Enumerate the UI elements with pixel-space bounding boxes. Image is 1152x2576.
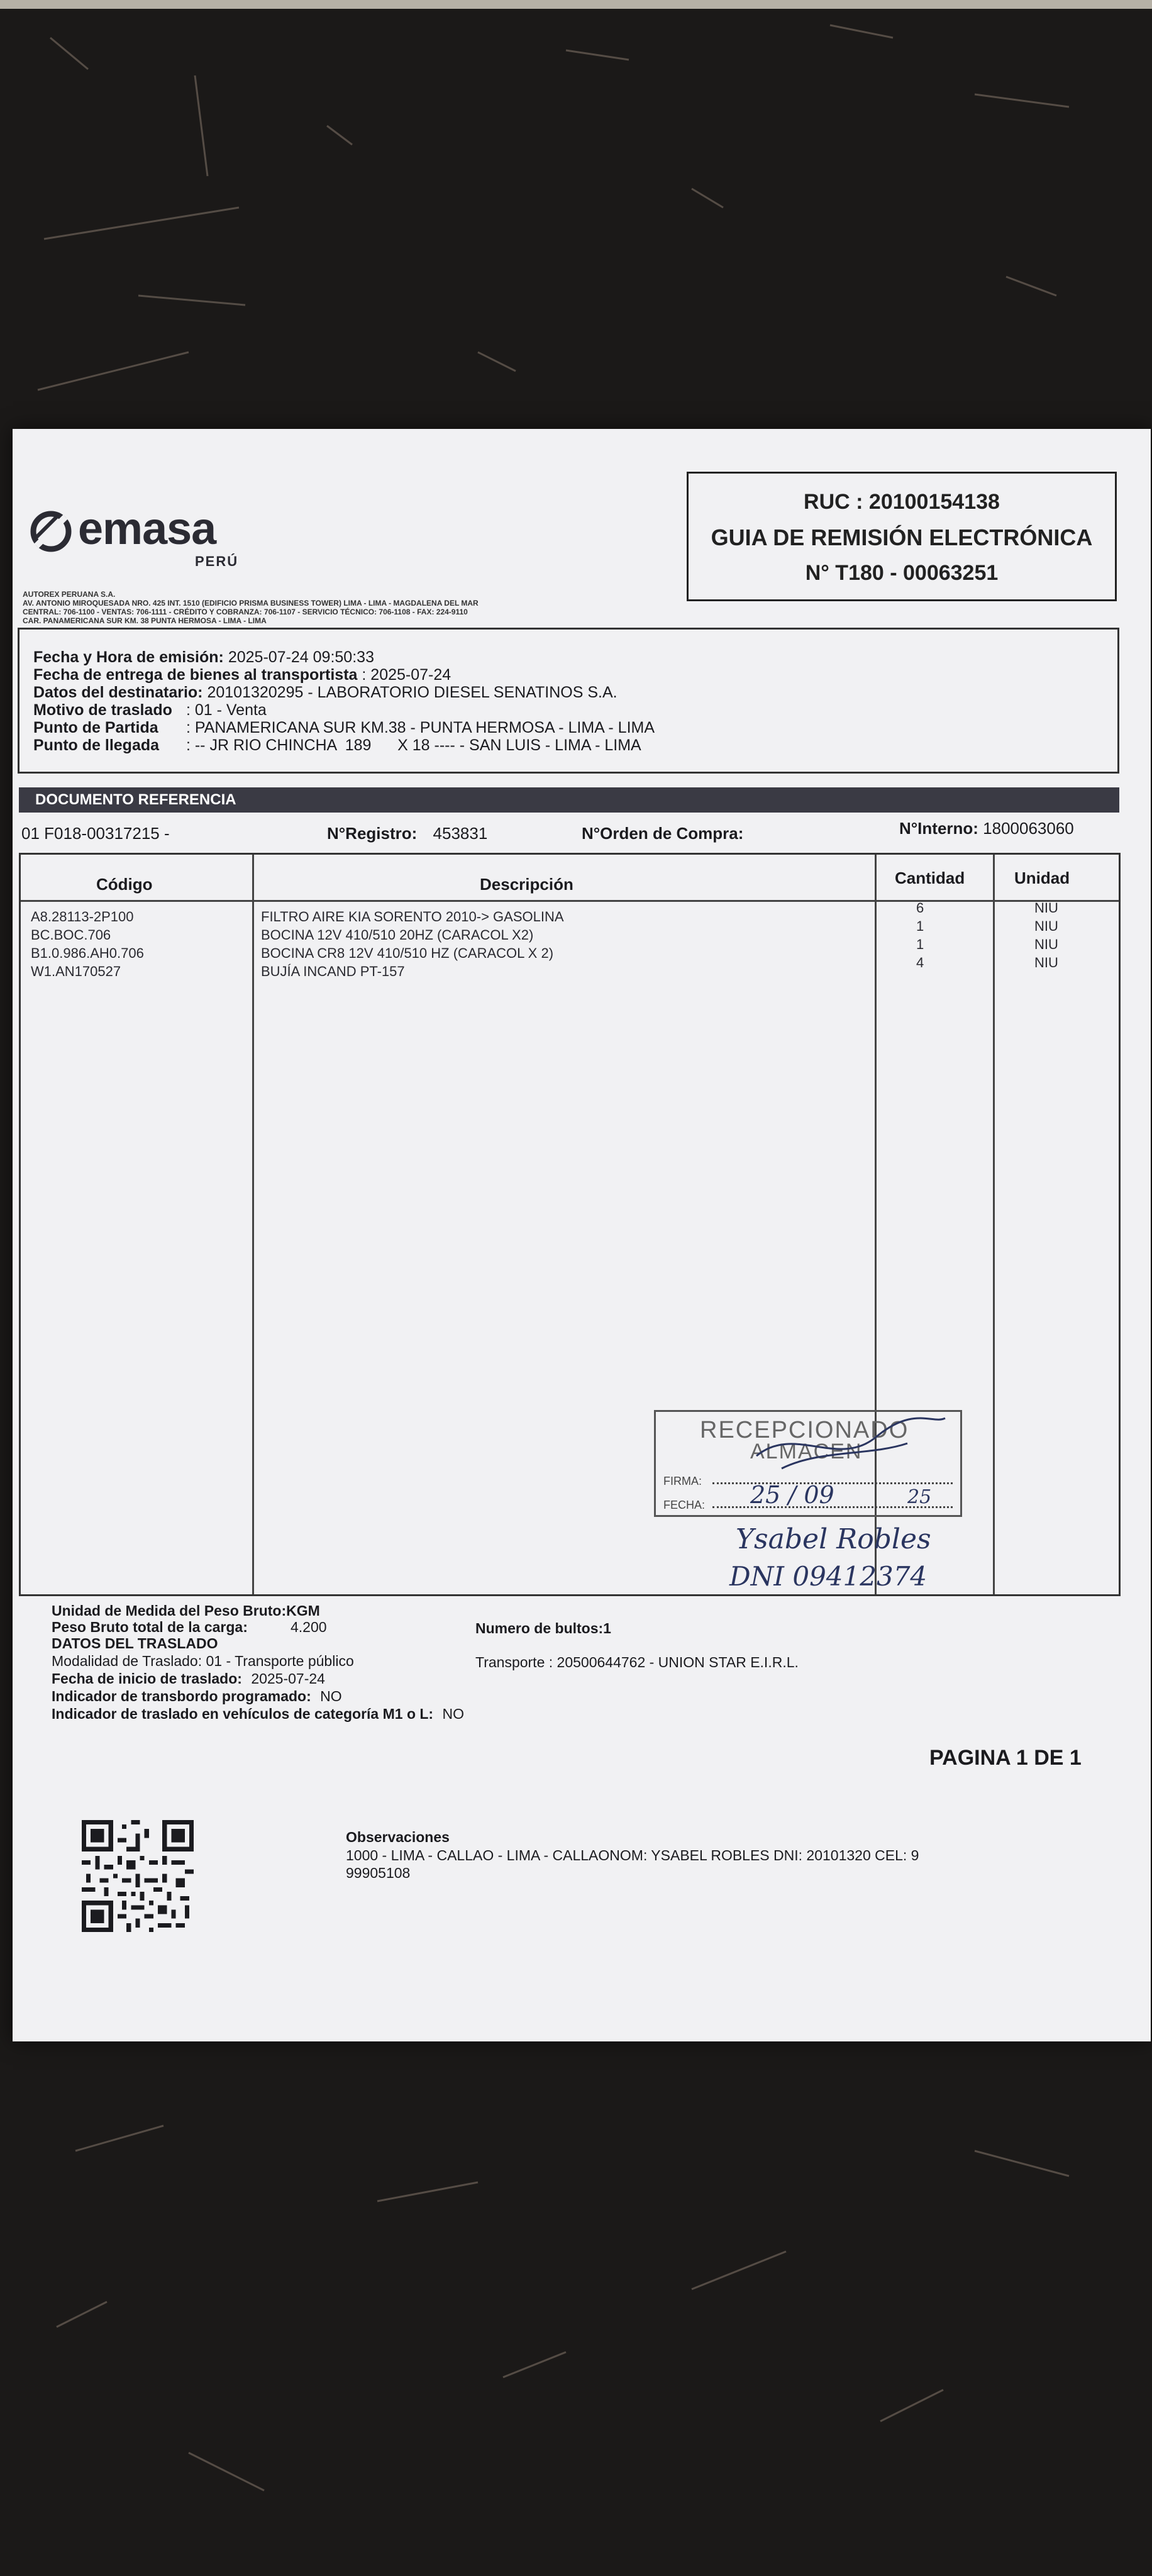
- numero-bultos-text: Numero de bultos:1: [475, 1620, 611, 1636]
- address-line: AUTOREX PERUANA S.A.: [23, 590, 116, 599]
- row-unidad: NIU: [1034, 918, 1058, 934]
- fecha-entrega-value: : 2025-07-24: [362, 666, 451, 684]
- transbordo-value: NO: [320, 1688, 342, 1704]
- document-number: N° T180 - 00063251: [805, 561, 999, 585]
- address-line: AV. ANTONIO MIROQUESADA NRO. 425 INT. 1510 (EDIFICIO PRISMA BUSINESS TOWER) LIMA - LIMA - MAGDALENA DEL MAR: [23, 599, 479, 608]
- numero-bultos: [475, 1620, 611, 1637]
- row-cantidad: 4: [916, 955, 924, 970]
- stamp-title: RECEPCIONADO: [700, 1417, 909, 1443]
- destinatario-value: 20101320295 - LABORATORIO DIESEL SENATINOS S.A.: [207, 684, 618, 701]
- fecha-emision-value: 2025-07-24 09:50:33: [228, 648, 374, 666]
- observaciones-title: Observaciones: [346, 1829, 450, 1845]
- row-descripcion: BOCINA CR8 12V 410/510 HZ (CARACOL X 2): [261, 945, 554, 961]
- fecha-inicio-label: Fecha de inicio de traslado:: [52, 1670, 242, 1687]
- motivo-row: [33, 701, 267, 719]
- column-divider: [252, 855, 254, 1594]
- header-cantidad: Cantidad: [895, 869, 965, 887]
- partida-row: [33, 719, 655, 737]
- partida-label: Punto de Partida: [33, 719, 158, 736]
- signature-scribble-icon: [744, 1412, 951, 1481]
- emasa-logo: [30, 503, 257, 579]
- header-unidad: Unidad: [1014, 869, 1070, 887]
- emasa-logo-mark-icon: [30, 511, 72, 552]
- header-divider: [21, 900, 1119, 902]
- destinatario-label: Datos del destinatario:: [33, 684, 203, 701]
- qr-code-icon: [82, 1820, 194, 1932]
- row-descripcion: FILTRO AIRE KIA SORENTO 2010-> GASOLINA: [261, 909, 564, 924]
- address-line: CAR. PANAMERICANA SUR KM. 38 PUNTA HERMOSA - LIMA - LIMA: [23, 616, 267, 625]
- stamp-firma-label: FIRMA:: [663, 1475, 702, 1487]
- interno-label: N°Interno:: [899, 819, 978, 838]
- fecha-entrega-row: [33, 666, 451, 684]
- fecha-inicio-row: [52, 1670, 325, 1687]
- documento-referencia-bar: DOCUMENTO REFERENCIA: [19, 787, 1119, 813]
- registro-label: N°Registro:: [327, 824, 418, 843]
- transporte: Transporte : 20500644762 - UNION STAR E.I.R.L.: [475, 1654, 799, 1670]
- row-codigo: W1.AN170527: [31, 963, 121, 979]
- unidad-medida-text: Unidad de Medida del Peso Bruto:KGM: [52, 1602, 320, 1619]
- observaciones-line: 99905108: [346, 1865, 411, 1881]
- registro-value: 453831: [433, 824, 488, 843]
- peso-bruto-label: Peso Bruto total de la carga:: [52, 1619, 248, 1635]
- address-line: CENTRAL: 706-1100 - VENTAS: 706-1111 - CRÉDITO Y COBRANZA: 706-1107 - SERVICIO TÉCNICO: 706-1108 - FAX: 224-9110: [23, 608, 468, 616]
- fecha-inicio-value: 2025-07-24: [251, 1670, 325, 1687]
- reception-stamp: [654, 1410, 962, 1517]
- orden-compra-label: N°Orden de Compra:: [582, 824, 744, 843]
- stamp-subtitle: ALMACEN: [750, 1440, 863, 1463]
- modalidad-traslado: Modalidad de Traslado: 01 - Transporte público: [52, 1653, 354, 1669]
- stamp-handwritten-year: 25: [907, 1486, 932, 1508]
- ruc-number: RUC : 20100154138: [804, 490, 1000, 514]
- interno-value: 1800063060: [983, 819, 1074, 838]
- logo-brand-text: emasa: [78, 504, 216, 554]
- llegada-value: : -- JR RIO CHINCHA 189 X 18 ---- - SAN LUIS - LIMA - LIMA: [186, 736, 641, 754]
- row-codigo: B1.0.986.AH0.706: [31, 945, 144, 961]
- stamp-handwritten-date: 25 / 09: [750, 1481, 834, 1509]
- datos-traslado-title: [52, 1635, 218, 1652]
- row-unidad: NIU: [1034, 936, 1058, 952]
- row-descripcion: BOCINA 12V 410/510 20HZ (CARACOL X2): [261, 927, 534, 943]
- row-codigo: BC.BOC.706: [31, 927, 111, 943]
- header-descripcion: Descripción: [480, 875, 573, 894]
- destinatario-row: [33, 684, 618, 702]
- row-cantidad: 1: [916, 936, 924, 952]
- header-codigo: Código: [96, 875, 153, 894]
- fecha-entrega-label: Fecha de entrega de bienes al transportista: [33, 666, 358, 684]
- row-unidad: NIU: [1034, 955, 1058, 970]
- row-cantidad: 1: [916, 918, 924, 934]
- datos-traslado-text: DATOS DEL TRASLADO: [52, 1635, 218, 1652]
- remission-guide-document: [13, 429, 1151, 2041]
- llegada-row: [33, 736, 641, 755]
- unidad-medida: [52, 1602, 320, 1619]
- shipment-info-box: [18, 628, 1119, 774]
- document-type: GUIA DE REMISIÓN ELECTRÓNICA: [711, 525, 1093, 550]
- page-indicator: PAGINA 1 DE 1: [929, 1746, 1082, 1770]
- m1l-label: Indicador de traslado en vehículos de categoría M1 o L:: [52, 1706, 434, 1722]
- row-descripcion: BUJÍA INCAND PT-157: [261, 963, 405, 979]
- logo-country-text: PERÚ: [195, 553, 239, 569]
- ruc-box: [687, 472, 1117, 601]
- fecha-emision-row: [33, 648, 374, 667]
- peso-bruto-row: [52, 1619, 248, 1636]
- signature-dni: DNI 09412374: [729, 1561, 928, 1592]
- signature-name: Ysabel Robles: [736, 1523, 931, 1555]
- motivo-label: Motivo de traslado: [33, 701, 172, 719]
- fecha-emision-label: Fecha y Hora de emisión:: [33, 648, 224, 666]
- row-cantidad: 6: [916, 900, 924, 916]
- m1l-value: NO: [442, 1706, 464, 1722]
- row-codigo: A8.28113-2P100: [31, 909, 134, 924]
- column-divider: [993, 855, 995, 1594]
- company-address: [23, 590, 626, 625]
- transbordo-row: [52, 1688, 342, 1705]
- orden-compra-field: [582, 824, 743, 843]
- stamp-fecha-label: FECHA:: [663, 1499, 706, 1511]
- m1l-row: [52, 1706, 464, 1723]
- reference-document: 01 F018-00317215 -: [21, 824, 170, 843]
- motivo-value: : 01 - Venta: [186, 701, 267, 719]
- registro-field: [327, 824, 487, 843]
- interno-field: [899, 819, 1074, 838]
- peso-bruto-value: 4.200: [291, 1619, 327, 1635]
- transbordo-label: Indicador de transbordo programado:: [52, 1688, 311, 1704]
- observaciones-text: [346, 1846, 975, 1882]
- partida-value: : PANAMERICANA SUR KM.38 - PUNTA HERMOSA - LIMA - LIMA: [186, 719, 655, 736]
- llegada-label: Punto de llegada: [33, 736, 160, 754]
- observaciones-line: 1000 - LIMA - CALLAO - LIMA - CALLAONOM: YSABEL ROBLES DNI: 20101320 CEL: 9: [346, 1847, 919, 1863]
- row-unidad: NIU: [1034, 900, 1058, 916]
